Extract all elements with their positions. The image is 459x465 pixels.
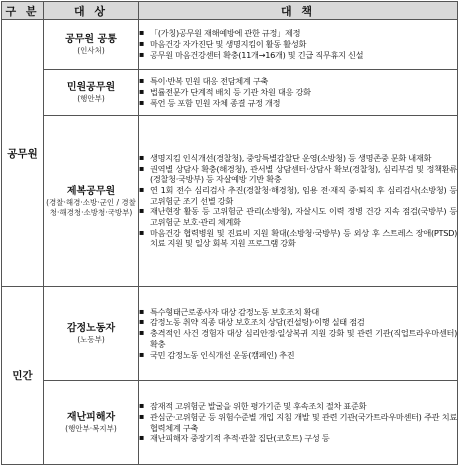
list-item: ▪ 특이·반복 민원 대응 전담체계 구축 <box>139 76 457 87</box>
group-cell-government: 공무원 <box>2 20 44 287</box>
target-cell <box>44 70 139 116</box>
measures-list <box>139 307 457 361</box>
list-item: ▪ 권역별 상담사 확충(해경청), 관서별 상담센터·상담사 확보(경찰청), 심리부검 및 정책환류(경찰청·국방부) 등 자살예방 기반 확충 <box>139 164 457 185</box>
list-item: ▪ 폭언 등 포함 민원 자체 종결 규정 개정 <box>139 98 457 109</box>
target-cell <box>44 287 139 381</box>
table-row <box>2 20 458 70</box>
list-item: ▪ 마음건강 협력병원 및 진료비 지원 확대(소방청·국방부) 등 외상 후 스트레스 장애(PTSD) 치료 지원 및 일상 회복 지원 프로그램 강화 <box>139 228 457 249</box>
target-name: 재난피해자 <box>66 412 116 423</box>
list-item: ▪ 「(가칭)공무원 재해예방에 관한 규정」제정 <box>139 28 457 39</box>
list-item: ▪ 특수형태근로종사자 대상 감정노동 보호조치 확대 <box>139 307 457 318</box>
header-group: 구 분 <box>2 2 44 20</box>
list-item: ▪ 법률전문가 단계적 배치 등 기관 차원 대응 강화 <box>139 87 457 98</box>
target-name: 공무원 공통 <box>65 34 117 45</box>
list-item: ▪ 감정노동 취약 직종 대상 보호조치 상담(컨설팅)·이행 실태 점검 <box>139 317 457 328</box>
list-item: ▪ 관심군·고위험군 등 위험수준별 개입 지침 개발 및 관련 기관(국가트라우마센터) 주관 치료 협력체계 구축 <box>139 412 457 433</box>
header-row <box>2 2 458 20</box>
target-name: 제복공무원 <box>66 185 116 197</box>
list-item: ▪ 잠재적 고위험군 발굴을 위한 평가기준 및 후속조치 절차 표준화 <box>139 401 457 412</box>
measures-cell <box>139 20 458 70</box>
group-cell-private: 민간 <box>2 287 44 465</box>
list-item: ▪ 연 1회 전수 심리검사 추진(경찰청·해경청), 임용 전·재직 중·퇴직 후 심리검사(소방청) 등 고위험군 조기 선별 강화 <box>139 185 457 206</box>
table-row <box>2 381 458 465</box>
measures-cell <box>139 70 458 116</box>
list-item: ▪ 생명지킴 인식개선(경찰청), 중앙특별감찰단 운영(소방청) 등 생명존중 문화 내재화 <box>139 153 457 164</box>
table-row <box>2 287 458 381</box>
header-measures: 대 책 <box>139 2 458 20</box>
target-cell <box>44 381 139 465</box>
target-ministry: (인사처) <box>77 46 105 55</box>
measures-list <box>139 401 457 444</box>
measures-list <box>139 76 457 108</box>
list-item: ▪ 재난현장 활동 등 고위험군 관리(소방청), 자살시도 이력 정병 건강 지속 점검(국방부) 등 고위험군 보호·관리 체계화 <box>139 206 457 227</box>
measures-cell <box>139 287 458 381</box>
measures-cell <box>139 381 458 465</box>
target-name: 민원공무원 <box>66 82 116 93</box>
target-name: 감정노동자 <box>66 323 116 334</box>
target-ministry: (경찰·해경·소방·군인 / 경찰청·해경청·소방청·국방부) <box>46 197 136 217</box>
target-ministry: (행안부·복지부) <box>65 424 117 433</box>
list-item: ▪ 국민 감정노동 인식개선 운동(캠페인) 추진 <box>139 350 457 361</box>
target-ministry: (노동부) <box>77 335 105 344</box>
header-target: 대 상 <box>44 2 139 20</box>
target-cell <box>44 20 139 70</box>
table-row <box>2 70 458 116</box>
measures-cell <box>139 116 458 287</box>
target-ministry: (행안부) <box>77 94 105 103</box>
measures-list <box>139 153 457 249</box>
target-cell <box>44 116 139 287</box>
policy-table <box>1 1 458 465</box>
list-item: ▪ 공무원 마음건강센터 확충(11개→16개) 및 긴급 직무휴지 신설 <box>139 50 457 61</box>
list-item: ▪ 마음건강 자가진단 및 생명지킴이 활동 활성화 <box>139 39 457 50</box>
table-row <box>2 116 458 287</box>
list-item: ▪ 재난피해자 중장기적 추적·관찰 집단(코호트) 구성 등 <box>139 433 457 444</box>
measures-list <box>139 28 457 60</box>
list-item: ▪ 충격적인 사건 경험자 대상 심리안정·일상복귀 지원 강화 및 관련 기관(직업트라우마센터) 확충 <box>139 328 457 349</box>
